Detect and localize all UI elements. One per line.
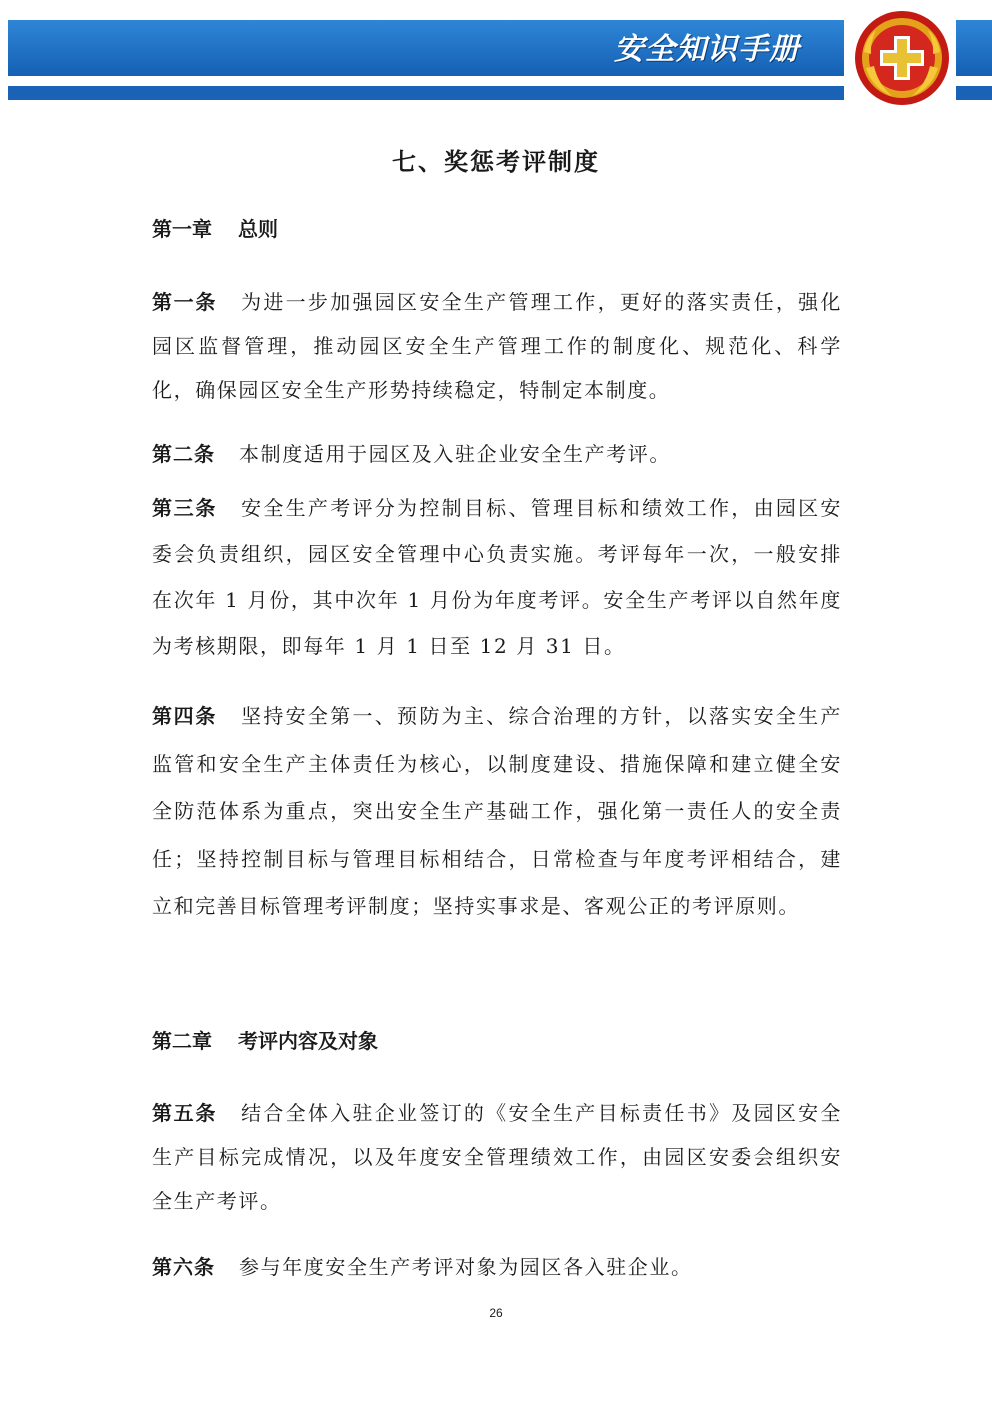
- header-title: 安全知识手册: [614, 32, 800, 67]
- article: [152, 1245, 842, 1289]
- article-label: 第六条: [152, 1255, 215, 1279]
- chapter-number: 第一章: [152, 217, 212, 241]
- article-label: 第一条: [152, 290, 218, 314]
- article: [152, 485, 842, 669]
- article-text: 安全生产考评分为控制目标、管理目标和绩效工作，由园区安委会负责组织，园区安全管理中心负责实施。考评每年一次，一般安排在次年 1 月份，其中次年 1 月份为年度考评。安全生产考评以自然年度为考核期限，即每年 1 月 1 日至 12 月 31 日。: [152, 496, 843, 658]
- article-text: 为进一步加强园区安全生产管理工作，更好的落实责任，强化园区监督管理，推动园区安全生产管理工作的制度化、规范化、科学化，确保园区安全生产形势持续稳定，特制定本制度。: [152, 290, 843, 402]
- chapter-number: 第二章: [152, 1029, 212, 1053]
- article: [152, 432, 842, 476]
- article-text: 参与年度安全生产考评对象为园区各入驻企业。: [239, 1255, 693, 1279]
- chapter-title: 总则: [238, 217, 278, 241]
- header-band-end: [956, 20, 992, 76]
- chapter-title: 考评内容及对象: [238, 1029, 378, 1053]
- article-label: 第五条: [152, 1101, 218, 1125]
- article: [152, 693, 842, 931]
- article-label: 第三条: [152, 496, 218, 520]
- article: [152, 1091, 842, 1223]
- article: [152, 280, 842, 412]
- header-underline: [8, 86, 844, 100]
- article-label: 第四条: [152, 704, 218, 728]
- article-text: 本制度适用于园区及入驻企业安全生产考评。: [239, 442, 671, 466]
- section-title: 七、奖惩考评制度: [392, 147, 600, 176]
- chapter-heading: [152, 1024, 852, 1058]
- article-label: 第二条: [152, 442, 215, 466]
- article-text: 结合全体入驻企业签订的《安全生产目标责任书》及园区安全生产目标完成情况，以及年度安全管理绩效工作，由园区安委会组织安全生产考评。: [152, 1101, 843, 1213]
- safety-emblem-icon: [852, 8, 952, 108]
- article-text: 坚持安全第一、预防为主、综合治理的方针，以落实安全生产监管和安全生产主体责任为核心，以制度建设、措施保障和建立健全安全防范体系为重点，突出安全生产基础工作，强化第一责任人的安全责任；坚持控制目标与管理目标相结合，日常检查与年度考评相结合，建立和完善目标管理考评制度；坚持实事求是、客观公正的考评原则。: [152, 704, 843, 918]
- page-number: 26: [489, 1306, 503, 1320]
- header-underline-end: [956, 86, 992, 100]
- chapter-heading: [152, 212, 852, 246]
